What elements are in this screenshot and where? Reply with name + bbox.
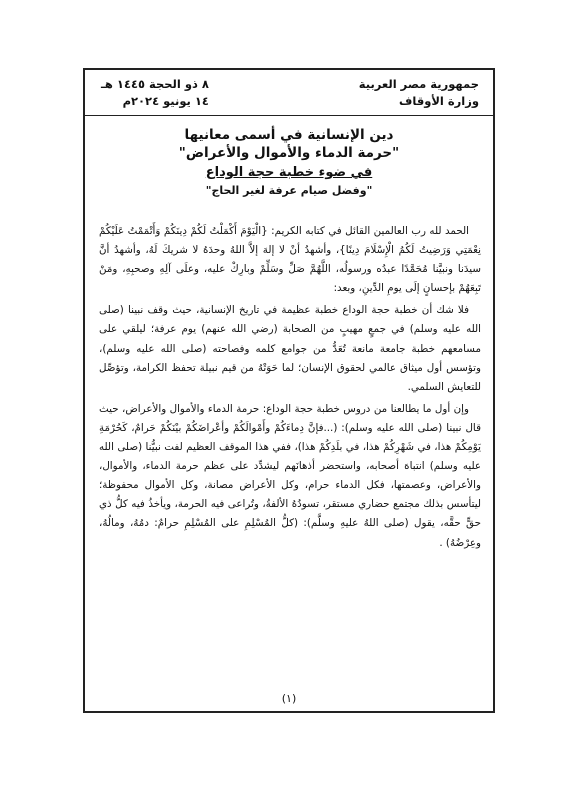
sermon-title: دين الإنسانية في أسمى معانيها (184, 127, 394, 143)
paragraph-sanctity: وإن أول ما يطالعنا من دروس خطبة حجة الوداع: حرمة الدماء والأموال والأعراض، حيث قال نبينا (صلى الله عليه وسلم): (...فإنَّ دِماءَكُمْ وأَمْوالَكُمْ وأعْراضَكُمْ بيْنَكُمْ حَرامٌ، كَحُرْمَةِ يَوْمِكُمْ هذا، في شَهْرِكُمْ هذا، في بلَدِكُمْ هذا)، ففي هذا الموقف العظيم لفت نبيُّنا (صلى الله عليه وسلم) انتباهَ أصحابه، واستحضر أذهانَهم ليشدِّد على عظم حرمة الدماء، والأموال، والأعراض، وعصمتها، فكل الدماء حرام، وكل الأعراض مصانة، وكل الأموال محفوظة؛ ليتأسس بذلك مجتمع حضاري مستقر، تسودُهُ الألفةُ، وتُراعى فيه الحرمة، ويأخذُ فيه كلُّ ذي حقٍّ حقَّه، يقول (صلى اللهُ عليهِ وسلَّم): (كلُّ المُسْلِمِ على المُسْلِمِ حرامٌ: دمُهُ، ومالُهُ، وعِرْضُهُ) . (99, 402, 481, 549)
page-frame (83, 68, 495, 713)
country-name: جمهورية مصر العربية (358, 77, 479, 91)
gregorian-date: ١٤ يونيو ٢٠٢٤م (122, 94, 209, 108)
paragraph-farewell-sermon: فلا شك أن خطبة حجة الوداع خطبة عظيمة في تاريخ الإنسانية، حيث وقف نبينا (صلى الله عليه وسلم) في جمعٍ مهيبٍ من الصحابة (رضي الله عنهم) يوم عرفة؛ ليلقي على مسامعهم خطبة جامعة مانعة تُعَدُّ من جوامع كلمه وفصاحته (صلى الله عليه وسلم)، وتؤسس أول ميثاق عالمي لحقوق الإنسان؛ لما حَوَتْهُ من قيم نبيلة تحفظ الكرامة، وتؤصِّل للتعايش السلمي. (99, 304, 481, 393)
paragraph-intro: الحمد لله رب العالمين القائل في كتابه الكريم: {الْيَوْمَ أَكْمَلْتُ لَكُمْ دِينَكُمْ وَأَتْمَمْتُ عَلَيْكُمْ نِعْمَتِي وَرَضِيتُ لَكُمُ الْإِسْلَامَ دِينًا}، وأشهدُ أنْ لا إلهَ إلاَّ اللهُ وحدَهُ لا شريكَ لَهُ، وأشهدُ أنَّ سيدَنا ونبيَّنا مُحَمَّدًا عبدُه ورسولُه، اللَّهُمَّ صَلِّ وسَلِّمْ وبارِكْ عليه، وعلَى آلِهِ وصحبِهِ، ومَنْ تَبِعَهُمْ بإحسانٍ إلَى يومِ الدِّينِ، وبعد: (99, 225, 481, 295)
header-left (101, 76, 209, 110)
header-right (359, 76, 479, 110)
sermon-context: في ضوء خطبة حجة الوداع (205, 165, 373, 180)
hijri-date: ٨ ذو الحجة ١٤٤٥ هـ (101, 77, 209, 91)
sermon-body (99, 222, 481, 553)
ministry-name: وزارة الأوقاف (399, 94, 479, 108)
sermon-titles (85, 126, 493, 199)
sermon-subtitle: "حرمة الدماء والأموال والأعراض" (178, 145, 400, 161)
header (85, 70, 493, 116)
sermon-secondary-topic: "وفضل صيام عرفة لغير الحاج" (205, 184, 373, 197)
page-number: (١) (281, 692, 297, 705)
